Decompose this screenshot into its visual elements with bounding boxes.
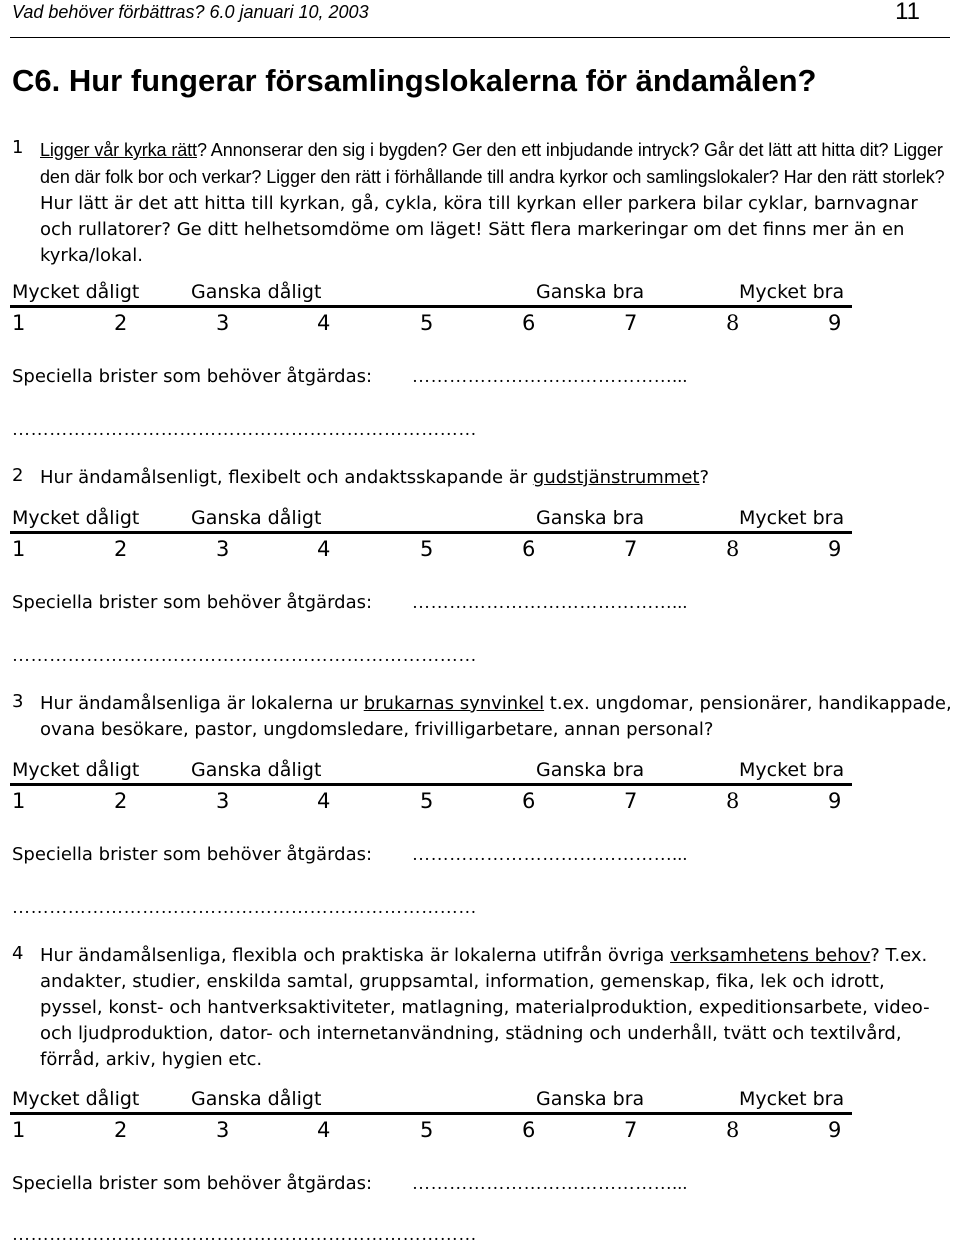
rating-option-7[interactable]: 7: [624, 789, 638, 813]
special-issues-label: Speciella brister som behöver åtgärdas:: [12, 844, 373, 865]
answer-line[interactable]: ……………………………………...: [412, 844, 688, 864]
scale-line: [10, 531, 852, 534]
rating-option-9[interactable]: 9: [828, 789, 842, 813]
special-issues-label: Speciella brister som behöver åtgärdas:: [12, 592, 373, 613]
rating-option-2[interactable]: 2: [114, 537, 128, 561]
rating-option-5[interactable]: 5: [420, 1118, 434, 1142]
scale-label-rather-good: Ganska bra: [536, 1088, 645, 1110]
question-text-part: ? T.ex. andakter, studier, enskilda samtal, gruppsamtal, information, gemenskap, fika, lek och idrott, pyssel, konst- och hantverksaktiviteter, matlagning, materialproduktion, expeditionsarbete, video- och ljudproduktion, dator- och internetanvändning, städning och underhåll, tvätt och textilvård, förråd, arkiv, hygien etc.: [40, 945, 930, 1070]
scale-line: [10, 783, 852, 786]
page-number: 11: [895, 0, 920, 25]
rating-option-5[interactable]: 5: [420, 537, 434, 561]
rating-option-6[interactable]: 6: [522, 1118, 536, 1142]
answer-line[interactable]: ……………………………………...: [412, 592, 688, 612]
scale-label-rather-bad: Ganska dåligt: [191, 507, 322, 529]
scale-label-very-good: Mycket bra: [739, 1088, 845, 1110]
rating-option-9[interactable]: 9: [828, 1118, 842, 1142]
question-underlined-text: brukarnas synvinkel: [363, 693, 545, 714]
rating-option-8[interactable]: 8: [726, 537, 740, 561]
rating-option-8[interactable]: 8: [726, 789, 740, 813]
question-text-part: Hur ändamålsenliga, flexibla och praktiska är lokalerna utifrån övriga: [40, 945, 671, 966]
rating-option-5[interactable]: 5: [420, 311, 434, 335]
special-issues-label: Speciella brister som behöver åtgärdas:: [12, 366, 373, 387]
scale-label-very-good: Mycket bra: [739, 507, 845, 529]
scale-label-very-good: Mycket bra: [739, 281, 845, 303]
rating-option-7[interactable]: 7: [624, 1118, 638, 1142]
special-issues-label: Speciella brister som behöver åtgärdas:: [12, 1173, 373, 1194]
question-text-part: Hur ändamålsenligt, flexibelt och andaktsskapande är: [40, 467, 533, 488]
answer-line[interactable]: …………………………………………………………………: [12, 419, 477, 439]
answer-line[interactable]: …………………………………………………………………: [12, 897, 477, 917]
answer-line[interactable]: …………………………………………………………………: [12, 645, 477, 665]
scale-label-very-bad: Mycket dåligt: [12, 1088, 140, 1110]
scale-label-rather-good: Ganska bra: [536, 281, 645, 303]
rating-option-1[interactable]: 1: [12, 1118, 26, 1142]
rating-option-7[interactable]: 7: [624, 537, 638, 561]
scale-line: [10, 1112, 852, 1115]
rating-option-4[interactable]: 4: [317, 537, 331, 561]
question-text: [40, 137, 952, 269]
question-number: 1: [12, 137, 24, 158]
question-text-part: Hur lätt är det att hitta till kyrkan, gå, cykla, köra till kyrkan eller parkera bilar cyklar, barnvagnar och rullatorer? Ge ditt helhetsomdöme om läget! Sätt flera markeringar om det finns mer än en kyrka/lokal.: [40, 193, 918, 266]
question-text: [40, 691, 952, 743]
rating-option-3[interactable]: 3: [216, 537, 230, 561]
rating-option-6[interactable]: 6: [522, 789, 536, 813]
rating-option-4[interactable]: 4: [317, 311, 331, 335]
answer-line[interactable]: ……………………………………...: [412, 1173, 688, 1193]
answer-line[interactable]: ……………………………………...: [412, 366, 688, 386]
scale-label-rather-good: Ganska bra: [536, 507, 645, 529]
question-text-part: ? Annonserar den sig i bygden? Ger den ett inbjudande intryck? Går det lätt att hitta dit? Ligger den där folk bor och verkar? Ligger den rätt i förhållande till andra kyrkor och samlingslokaler? Har den rätt storlek?: [40, 140, 945, 187]
question-text: [40, 943, 952, 1073]
scale-label-rather-bad: Ganska dåligt: [191, 759, 322, 781]
scale-label-rather-bad: Ganska dåligt: [191, 281, 322, 303]
rating-option-9[interactable]: 9: [828, 311, 842, 335]
rating-option-2[interactable]: 2: [114, 311, 128, 335]
question-number: 4: [12, 943, 24, 964]
rating-option-7[interactable]: 7: [624, 311, 638, 335]
header-rule: [10, 37, 950, 38]
question-text-part: t.ex. ungdomar, pensionärer, handikappade, ovana besökare, pastor, ungdomsledare, frivilligarbetare, annan personal?: [40, 693, 952, 740]
rating-option-4[interactable]: 4: [317, 1118, 331, 1142]
question-number: 3: [12, 691, 24, 712]
rating-option-3[interactable]: 3: [216, 1118, 230, 1142]
scale-label-very-bad: Mycket dåligt: [12, 507, 140, 529]
answer-line[interactable]: …………………………………………………………………: [12, 1224, 477, 1244]
question-number: 2: [12, 465, 24, 486]
rating-option-5[interactable]: 5: [420, 789, 434, 813]
rating-option-6[interactable]: 6: [522, 311, 536, 335]
scale-label-very-bad: Mycket dåligt: [12, 281, 140, 303]
question-text-part: Hur ändamålsenliga är lokalerna ur: [40, 693, 364, 714]
question-underlined-text: gudstjänstrummet: [532, 467, 700, 488]
scale-label-rather-good: Ganska bra: [536, 759, 645, 781]
scale-label-very-bad: Mycket dåligt: [12, 759, 140, 781]
question-underlined-text: verksamhetens behov: [670, 945, 871, 966]
rating-option-8[interactable]: 8: [726, 1118, 740, 1142]
rating-option-1[interactable]: 1: [12, 537, 26, 561]
rating-option-4[interactable]: 4: [317, 789, 331, 813]
rating-option-2[interactable]: 2: [114, 1118, 128, 1142]
scale-line: [10, 305, 852, 308]
scale-label-very-good: Mycket bra: [739, 759, 845, 781]
rating-option-1[interactable]: 1: [12, 789, 26, 813]
section-title: C6. Hur fungerar församlingslokalerna för ändamålen?: [12, 63, 817, 98]
rating-option-3[interactable]: 3: [216, 789, 230, 813]
rating-option-8[interactable]: 8: [726, 311, 740, 335]
rating-option-3[interactable]: 3: [216, 311, 230, 335]
question-underlined-text: Ligger vår kyrka rätt: [40, 140, 197, 160]
question-text: [40, 465, 952, 491]
page-header-text: Vad behöver förbättras? 6.0 januari 10, 2003: [12, 2, 369, 22]
rating-option-1[interactable]: 1: [12, 311, 26, 335]
rating-option-9[interactable]: 9: [828, 537, 842, 561]
question-text-part: ?: [699, 467, 710, 488]
scale-label-rather-bad: Ganska dåligt: [191, 1088, 322, 1110]
rating-option-2[interactable]: 2: [114, 789, 128, 813]
rating-option-6[interactable]: 6: [522, 537, 536, 561]
